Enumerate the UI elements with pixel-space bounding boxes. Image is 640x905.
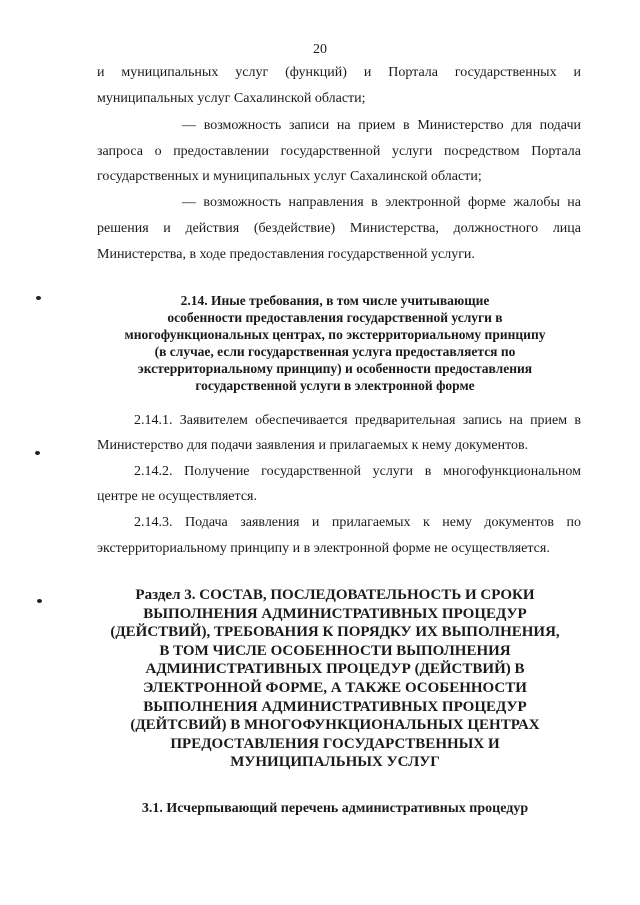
heading-line: особенности предоставления государственной услуги в <box>167 310 503 325</box>
text-line: центре не осуществляется. <box>97 489 257 504</box>
section-line: МУНИЦИПАЛЬНЫХ УСЛУГ <box>230 754 440 771</box>
section-line: (ДЕЙСТВИЙ), ТРЕБОВАНИЯ К ПОРЯДКУ ИХ ВЫПОЛНЕНИЯ, <box>110 624 560 641</box>
section-line: Раздел 3. СОСТАВ, ПОСЛЕДОВАТЕЛЬНОСТЬ И СРОКИ <box>135 587 535 603</box>
text-line: экстерриториальному принципу и в электронной форме не осуществляется. <box>97 541 550 556</box>
section-line: ЭЛЕКТРОННОЙ ФОРМЕ, А ТАКЖЕ ОСОБЕННОСТИ <box>143 680 527 696</box>
text-line: запроса о предоставлении государственной услуги посредством Портала <box>97 144 581 159</box>
paragraph-line: 2.14.1. Заявителем обеспечивается предварительная запись на прием в <box>134 413 581 428</box>
bullet-line: — возможность направления в электронной форме жалобы на <box>182 195 581 210</box>
section-line: ПРЕДОСТАВЛЕНИЯ ГОСУДАРСТВЕННЫХ И <box>170 735 500 752</box>
heading-line: (в случае, если государственная услуга предоставляется по <box>154 344 516 359</box>
scan-mark <box>36 296 41 300</box>
text-line: муниципальных услуг Сахалинской области; <box>97 91 366 106</box>
heading-line: государственной услуги в электронной форме <box>195 378 475 393</box>
section-line: АДМИНИСТРАТИВНЫХ ПРОЦЕДУР (ДЕЙСТВИЙ) В <box>145 661 525 678</box>
section-line: (ДЕЙТСВИЙ) В МНОГОФУНКЦИОНАЛЬНЫХ ЦЕНТРАХ <box>130 717 540 734</box>
scan-mark <box>37 599 42 603</box>
text-line: и муниципальных услуг (функций) и Портала государственных и <box>97 65 581 80</box>
text-line: решения и действия (бездействие) Министерства, должностного лица <box>97 221 581 236</box>
paragraph-line: 2.14.3. Подача заявления и прилагаемых к нему документов по <box>134 515 581 530</box>
text-line: Министерство для подачи заявления и прилагаемых к нему документов. <box>97 438 529 453</box>
section-line: ВЫПОЛНЕНИЯ АДМИНИСТРАТИВНЫХ ПРОЦЕДУР <box>143 698 527 715</box>
text-line: государственных и муниципальных услуг Сахалинской области; <box>97 169 482 184</box>
heading-line: многофункциональных центрах, по экстерриториальному принципу <box>124 327 546 342</box>
scan-mark <box>35 451 40 455</box>
section-line: ВЫПОЛНЕНИЯ АДМИНИСТРАТИВНЫХ ПРОЦЕДУР <box>143 605 527 622</box>
section-line: В ТОМ ЧИСЛЕ ОСОБЕННОСТИ ВЫПОЛНЕНИЯ <box>159 642 511 659</box>
heading-line: 2.14. Иные требования, в том числе учитывающие <box>180 293 490 308</box>
page-number: 20 <box>313 42 327 57</box>
text-line: Министерства, в ходе предоставления государственной услуги. <box>97 247 475 262</box>
bullet-line: — возможность записи на прием в Министерство для подачи <box>182 118 581 133</box>
heading-3-1: 3.1. Исчерпывающий перечень административных процедур <box>141 801 529 816</box>
heading-line: экстерриториальному принципу) и особенности предоставления <box>137 361 533 376</box>
paragraph-line: 2.14.2. Получение государственной услуги в многофункциональном <box>134 464 581 479</box>
